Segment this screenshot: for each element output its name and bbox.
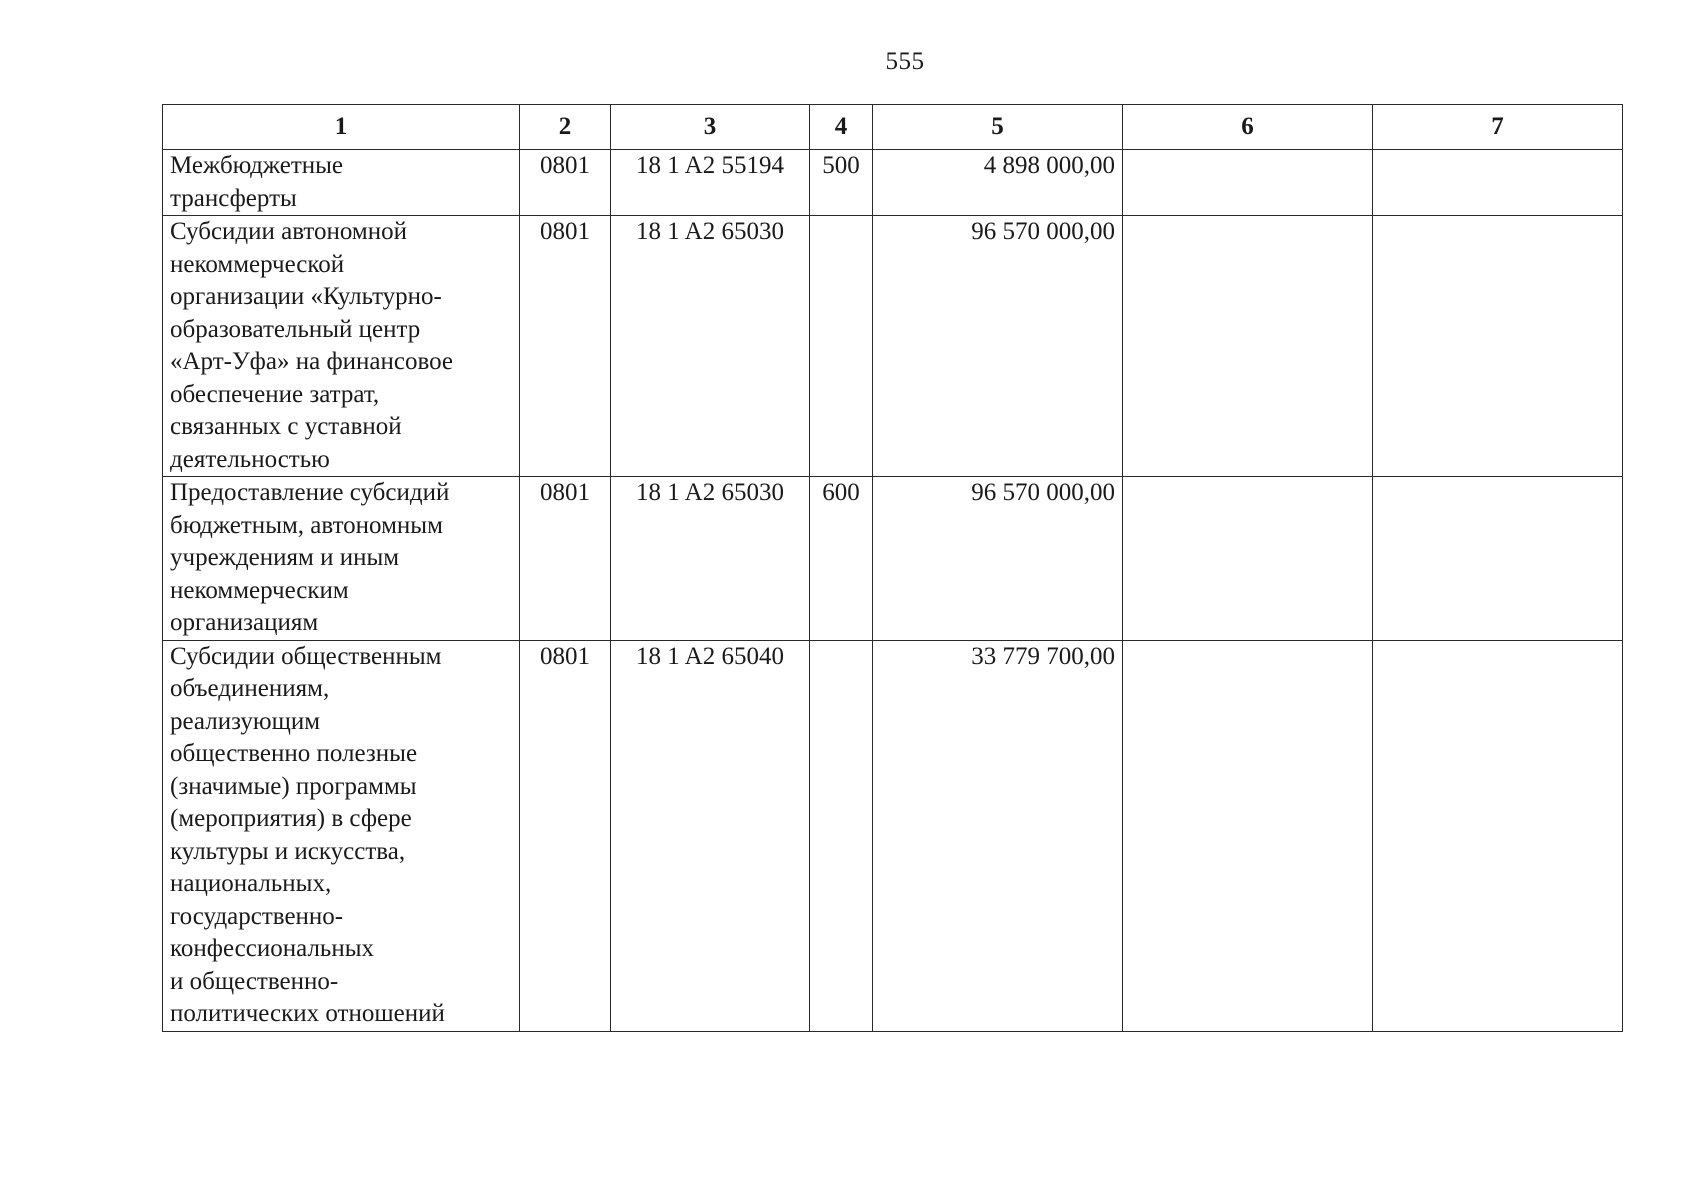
column-header-5: 5 xyxy=(873,105,1123,150)
expense-type-cell xyxy=(810,216,873,477)
column-6-cell xyxy=(1123,150,1373,216)
column-header-4: 4 xyxy=(810,105,873,150)
section-code-cell: 0801 xyxy=(520,477,611,641)
row-name-cell: Межбюджетные трансферты xyxy=(163,150,520,216)
page-number: 555 xyxy=(885,48,925,75)
table-row xyxy=(163,477,1623,641)
target-code-cell: 18 1 A2 65040 xyxy=(611,640,810,1031)
amount-cell: 4 898 000,00 xyxy=(873,150,1123,216)
section-code-cell: 0801 xyxy=(520,640,611,1031)
column-header-7: 7 xyxy=(1373,105,1623,150)
column-7-cell xyxy=(1373,216,1623,477)
target-code-cell: 18 1 A2 65030 xyxy=(611,216,810,477)
amount-cell: 96 570 000,00 xyxy=(873,477,1123,641)
amount-cell: 33 779 700,00 xyxy=(873,640,1123,1031)
header-row xyxy=(163,105,1623,150)
column-7-cell xyxy=(1373,477,1623,641)
target-code-cell: 18 1 A2 65030 xyxy=(611,477,810,641)
table-row xyxy=(163,150,1623,216)
column-header-3: 3 xyxy=(611,105,810,150)
expense-type-cell: 500 xyxy=(810,150,873,216)
row-name-cell: Субсидии общественным объединениям, реализующим общественно полезные (значимые) программы (мероприятия) в сфере культуры и искусства, национальных, государственно- конфессиональных и общественно- политических отношений xyxy=(163,640,520,1031)
column-6-cell xyxy=(1123,477,1373,641)
row-name-cell: Предоставление субсидий бюджетным, автономным учреждениям и иным некоммерческим организациям xyxy=(163,477,520,641)
expense-type-cell xyxy=(810,640,873,1031)
section-code-cell: 0801 xyxy=(520,216,611,477)
expense-type-cell: 600 xyxy=(810,477,873,641)
column-7-cell xyxy=(1373,640,1623,1031)
table-row xyxy=(163,216,1623,477)
column-6-cell xyxy=(1123,640,1373,1031)
row-name-cell: Субсидии автономной некоммерческой организации «Культурно- образовательный центр «Арт-Уфа» на финансовое обеспечение затрат, связанных с уставной деятельностью xyxy=(163,216,520,477)
budget-table xyxy=(162,104,1623,1032)
table-row xyxy=(163,640,1623,1031)
column-7-cell xyxy=(1373,150,1623,216)
column-6-cell xyxy=(1123,216,1373,477)
column-header-2: 2 xyxy=(520,105,611,150)
section-code-cell: 0801 xyxy=(520,150,611,216)
amount-cell: 96 570 000,00 xyxy=(873,216,1123,477)
column-header-6: 6 xyxy=(1123,105,1373,150)
column-header-1: 1 xyxy=(163,105,520,150)
target-code-cell: 18 1 A2 55194 xyxy=(611,150,810,216)
